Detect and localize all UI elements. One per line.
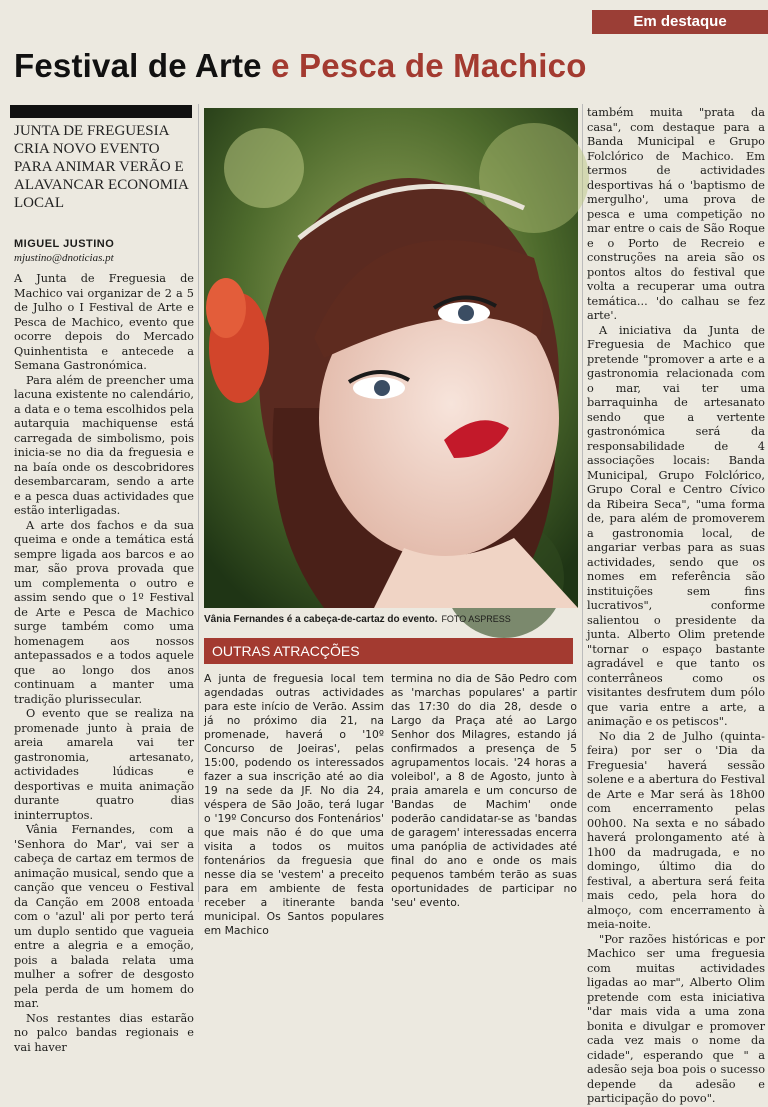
photo-caption bbox=[204, 612, 578, 627]
sidebar-title: OUTRAS ATRACÇÕES bbox=[204, 638, 573, 664]
headline-part-2: e Pesca de Machico bbox=[271, 47, 587, 84]
caption-text: Vânia Fernandes é a cabeça-de-cartaz do evento. bbox=[204, 614, 438, 625]
paragraph: também muita "prata da casa", com destaque para a Banda Municipal e Grupo Folclórico de Machico. Em termos de actividades desportivas há o 'baptismo de mergulho', uma prova de pesca e uma competição no mar entre o cais de São Roque e o Porto de Recreio e construções na areia são os pontos altos do festival que volta a recuperar uma outra temática... 'do calhau se fez arte'. bbox=[587, 106, 765, 322]
paragraph: A arte dos fachos e da sua queima e onde a temática está sempre ligada aos barcos e ao mar, são prova provada que um complementa o outro e assim sendo que o 1º Festival de Arte e Pesca de Machico surge também como uma homenagem aos nossos antepassados e a todos aquele que ao longo dos anos continuam a manter uma tradição plurissecular. bbox=[14, 518, 194, 706]
paragraph: Para além de preencher uma lacuna existente no calendário, a data e o tema escolhidos pela autarquia machiquense está carregada de simbolismo, pois inicia-se no dia da freguesia e na baía onde os descobridores desembarcaram, sendo a arte e a pesca duas actividades que estão interligadas. bbox=[14, 373, 194, 517]
sidebar-column-2 bbox=[391, 672, 577, 909]
paragraph: No dia 2 de Julho (quinta-feira) por ser o 'Dia da Freguesia' haverá sessão solene e a abertura do Festival de Arte e Mar será às 18h00 com encerramento pelas 00h00. Na sexta e no sábado haverá prolongamento até à 1h00 da madrugada, e no domingo, último dia do festival, a abertura será feita mais cedo, pela hora do almoço, com encerramento à meia-noite. bbox=[587, 729, 765, 931]
byline-email: mjustino@dnoticias.pt bbox=[14, 252, 114, 264]
paragraph: A Junta de Freguesia de Machico vai organizar de 2 a 5 de Julho o I Festival de Arte e Pesca de Machico, evento que ocorre depois do Mercado Quinhentista e antecede a Semana Gastronómica. bbox=[14, 272, 194, 372]
article-column-3 bbox=[587, 106, 765, 1105]
deck: JUNTA DE FREGUESIA CRIA NOVO EVENTO PARA ANIMAR VERÃO E ALAVANCAR ECONOMIA LOCAL bbox=[14, 123, 189, 211]
photo-vania-fernandes bbox=[204, 108, 578, 608]
sidebar-text: termina no dia de São Pedro com as 'marchas populares' a partir das 17:30 do dia 28, desde o Largo da Praça até ao Largo Senhor dos Milagres, estando já confirmados a presença de 5 agrupamentos locais. '24 horas a voleibol', a 8 de Agosto, junto à praia amarela e um concurso de 'Bandas de Machim' onde poderão candidatar-se as 'bandas de garagem' interessadas encerra uma panóplia de actividades até final do ano e onde os mais pequenos também terão as suas oportunidades de participar no 'seu' evento. bbox=[391, 672, 577, 909]
sidebar-text: A junta de freguesia local tem agendadas outras actividades para este início de Verão. Assim já no próximo dia 21, na promenade, haverá o '10º Concurso de Joeiras', pelas 15:00, podendo os interessados fazer a sua inscrição até ao dia 19 na sede da JF. No dia 24, véspera de São João, terá lugar o '19º Concurso dos Fontenários' que mais não é do que uma visita a todos os muitos fontenários da freguesia que nesse dia se 'vestem' a preceito para em ambiente de festa receber a itinerante banda municipal. Os Santos populares em Machico bbox=[204, 672, 384, 937]
sidebar-column-1 bbox=[204, 672, 384, 937]
headline bbox=[14, 46, 587, 86]
photo-credit: FOTO ASPRESS bbox=[441, 614, 511, 624]
paragraph: Vânia Fernandes, com a 'Senhora do Mar', vai ser a cabeça de cartaz em termos de animação musical, sendo que a canção que venceu o Festival da Canção em 2008 entoada com o 'azul' ali por perto terá um duplo sentido que vagueia entre a alegria e a emoção, pois a balada relata uma mulher a sofrer de desgosto pela perda de um homem do mar. bbox=[14, 823, 194, 1010]
paragraph: A iniciativa da Junta de Freguesia de Machico que pretende "promover a arte e a gastronomia relacionada com o mar, vai ter uma barraquinha de artesanato sendo que a vertente gastronómica será da responsabilidade de 4 associações locais: Banda Municipal, Grupo Folclórico, Grupo Coral e Centro Cívico da Ribeira Seca", "uma forma de, para além de promoverem a gastronomia local, de angariar verbas para as suas actividades, sendo que os nomes em referência são instituições sem fins lucrativos", conforme salientou o presidente da junta. Alberto Olim pretende "tornar o espaço bastante agradável e que tanto os conterrâneos como os visitantes desfrutem dum pólo que varia entre a arte, a animação e os petiscos". bbox=[587, 323, 765, 728]
column-divider bbox=[582, 104, 583, 902]
byline-author: MIGUEL JUSTINO bbox=[14, 238, 115, 250]
deck-rule bbox=[10, 105, 192, 118]
paragraph: "Por razões históricas e por Machico ser uma freguesia com muitas actividades ligadas ao mar", Alberto Olim pretende com esta iniciativa "dar mais vida a uma zona bonita e divulgar e promover cada vez mais o nome da cidade", esperando que " a adesão seja boa pois o sucesso depende da adesão e participação do povo". bbox=[587, 932, 765, 1105]
paragraph: O evento que se realiza na promenade junto à praia de areia amarela vai ter gastronomia, artesanato, actividades lúdicas e desportivas e muita animação durante quatro dias ininterruptos. bbox=[14, 707, 194, 822]
headline-part-1: Festival de Arte bbox=[14, 47, 262, 84]
section-tag: Em destaque bbox=[592, 10, 768, 34]
paragraph: Nos restantes dias estarão no palco bandas regionais e vai haver bbox=[14, 1011, 194, 1054]
article-column-1 bbox=[14, 272, 194, 1054]
column-divider bbox=[198, 104, 199, 902]
